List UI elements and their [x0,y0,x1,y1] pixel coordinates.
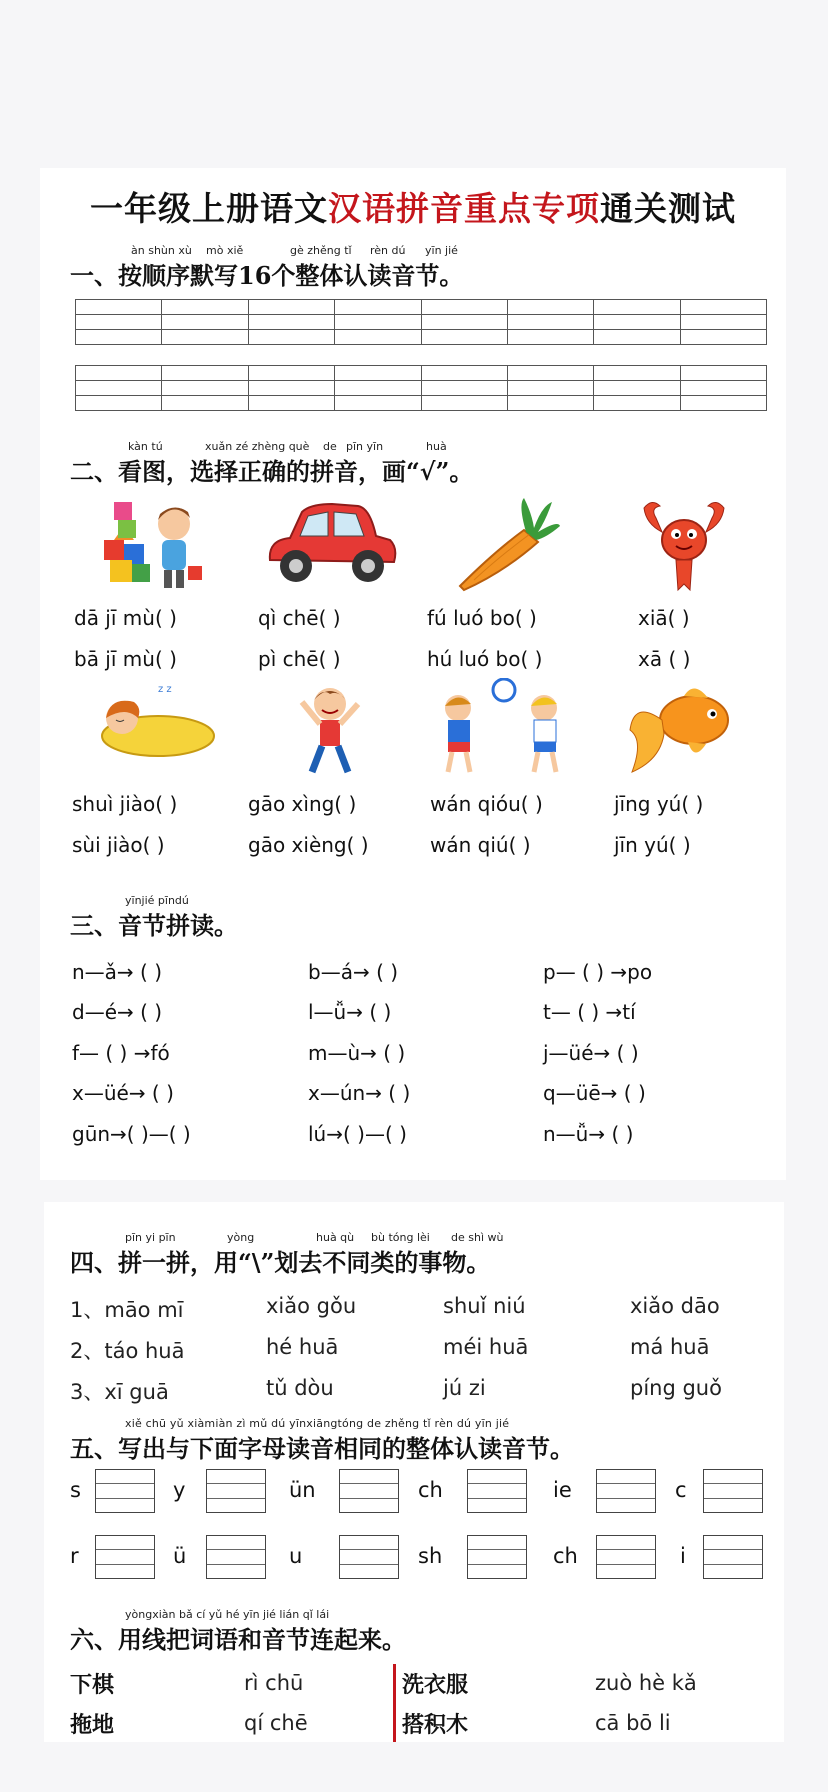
option-r2-a-4[interactable]: jīng yú( ) [614,792,704,816]
letter-r2-5: ch [553,1544,578,1568]
car-picture [262,500,400,592]
option-r2-b-3[interactable]: wán qiú( ) [430,833,531,857]
writing-grid-1[interactable] [75,299,767,345]
spell-item-5-1[interactable]: gūn→( )—( ) [72,1122,191,1146]
answer-box-r1-1[interactable] [95,1469,155,1513]
group-1-item-1[interactable]: 1、māo mī [70,1298,184,1322]
column-divider [393,1664,396,1742]
group-3-item-3[interactable]: jú zi [443,1376,486,1400]
section-6-heading: 六、用线把词语和音节连起来。 [70,1625,406,1654]
s2-pinyin-1: kàn tú [128,440,163,453]
group-2-item-3[interactable]: méi huā [443,1335,529,1359]
answer-box-r1-2[interactable] [206,1469,266,1513]
s5-pinyin: xiě chū yǔ xiàmiàn zì mǔ dú yīnxiāngtóng de zhěng tǐ rèn dú yīn jié [125,1417,510,1430]
s1-pinyin-5: yīn jié [425,244,458,257]
letter-r2-6: i [680,1544,686,1568]
letter-r1-1: s [70,1478,81,1502]
group-2-item-2[interactable]: hé huā [266,1335,339,1359]
answer-box-r2-5[interactable] [596,1535,656,1579]
option-r1-b-3[interactable]: hú luó bo( ) [427,647,543,671]
option-r1-a-3[interactable]: fú luó bo( ) [427,606,537,630]
worksheet-page-2 [44,1202,784,1742]
sleeping-girl-picture [92,678,216,760]
s4-pinyin-4: bù tóng lèi [371,1231,430,1244]
option-r2-b-1[interactable]: sùi jiào( ) [72,833,165,857]
answer-box-r1-6[interactable] [703,1469,763,1513]
group-2-item-1[interactable]: 2、táo huā [70,1339,185,1363]
answer-box-r1-4[interactable] [467,1469,527,1513]
option-r2-b-4[interactable]: jīn yú( ) [614,833,691,857]
word-left-1[interactable]: 下棋 [70,1672,115,1698]
section-2-heading: 二、看图，选择正确的拼音，画“√”。 [70,457,474,486]
syllable-right-1[interactable]: zuò hè kǎ [595,1671,697,1695]
group-3-item-4[interactable]: píng guǒ [630,1376,722,1400]
letter-r1-5: ie [553,1478,572,1502]
letter-r1-2: y [173,1478,186,1502]
s4-pinyin-3: huà qù [316,1231,355,1244]
answer-box-r2-6[interactable] [703,1535,763,1579]
page-title: 一年级上册语文汉语拼音重点专项通关测试 [90,189,736,228]
option-r2-b-2[interactable]: gāo xièng( ) [248,833,369,857]
option-r2-a-2[interactable]: gāo xìng( ) [248,792,357,816]
spell-item-3-2[interactable]: m—ù→ ( ) [308,1041,406,1065]
carrot-picture [454,496,562,594]
s1-pinyin-3: gè zhěng tǐ [290,244,352,257]
s4-pinyin-2: yòng [227,1231,255,1244]
letter-r1-4: ch [418,1478,443,1502]
letter-r1-3: ün [289,1478,316,1502]
group-1-item-4[interactable]: xiǎo dāo [630,1294,720,1318]
syllable-left-1[interactable]: rì chū [244,1671,304,1695]
group-3-item-2[interactable]: tǔ dòu [266,1376,334,1400]
word-left-2[interactable]: 拖地 [70,1712,115,1738]
answer-box-r1-5[interactable] [596,1469,656,1513]
s1-pinyin-1: àn shùn xù [131,244,192,257]
option-r1-a-1[interactable]: dā jī mù( ) [74,606,177,630]
option-r1-a-2[interactable]: qì chē( ) [258,606,341,630]
happy-boy-picture [292,682,368,778]
s4-pinyin-5: de shì wù [451,1231,504,1244]
option-r2-a-1[interactable]: shuì jiào( ) [72,792,178,816]
answer-box-r2-4[interactable] [467,1535,527,1579]
spell-item-3-3[interactable]: j—üé→ ( ) [543,1041,639,1065]
spell-item-1-2[interactable]: b—á→ ( ) [308,960,399,984]
spell-item-2-2[interactable]: l—ǚ→ ( ) [308,1000,392,1024]
word-right-1[interactable]: 洗衣服 [402,1672,469,1698]
section-4-heading: 四、拼一拼，用“\”划去不同类的事物。 [70,1248,491,1277]
crayfish-picture [636,494,732,596]
spell-item-1-1[interactable]: n—ǎ→ ( ) [72,960,163,984]
spell-item-2-3[interactable]: t— ( ) →tí [543,1000,636,1024]
spell-item-4-1[interactable]: x—üé→ ( ) [72,1081,174,1105]
s2-pinyin-2: xuǎn zé zhèng què [205,440,310,453]
section-1-heading: 一、按顺序默写16个整体认读音节。 [70,261,464,290]
letter-r1-6: c [675,1478,687,1502]
spell-item-5-3[interactable]: n—ǚ→ ( ) [543,1122,634,1146]
group-1-item-3[interactable]: shuǐ niú [443,1294,526,1318]
group-3-item-1[interactable]: 3、xī guā [70,1380,169,1404]
spell-item-4-2[interactable]: x—ún→ ( ) [308,1081,411,1105]
word-right-2[interactable]: 搭积木 [402,1712,469,1738]
kids-playing-ball-picture [428,678,578,778]
spell-item-3-1[interactable]: f— ( ) →fó [72,1041,170,1065]
svg-text:z z: z z [158,684,172,695]
answer-box-r2-2[interactable] [206,1535,266,1579]
spell-item-1-3[interactable]: p— ( ) →po [543,960,653,984]
s2-pinyin-4: pīn yīn [346,440,384,453]
letter-r2-4: sh [418,1544,443,1568]
building-blocks-picture [100,496,208,592]
option-r1-b-1[interactable]: bā jī mù( ) [74,647,177,671]
option-r1-b-2[interactable]: pì chē( ) [258,647,341,671]
s6-pinyin: yòngxiàn bǎ cí yǔ hé yīn jié lián qǐ lái [125,1608,330,1621]
goldfish-picture [624,680,744,780]
letter-r2-1: r [70,1544,79,1568]
s1-pinyin-2: mò xiě [206,244,244,257]
s3-pinyin: yīnjié pīndú [125,894,189,907]
spell-item-4-3[interactable]: q—üē→ ( ) [543,1081,646,1105]
syllable-right-2[interactable]: cā bō li [595,1711,671,1735]
option-r1-b-4[interactable]: xā ( ) [638,647,691,671]
option-r2-a-3[interactable]: wán qióu( ) [430,792,543,816]
s1-pinyin-4: rèn dú [370,244,406,257]
answer-box-r2-3[interactable] [339,1535,399,1579]
spell-item-2-1[interactable]: d—é→ ( ) [72,1000,163,1024]
answer-box-r1-3[interactable] [339,1469,399,1513]
letter-r2-2: ü [173,1544,187,1568]
s4-pinyin-1: pīn yi pīn [125,1231,176,1244]
section-5-heading: 五、写出与下面字母读音相同的整体认读音节。 [70,1434,574,1463]
group-2-item-4[interactable]: má huā [630,1335,710,1359]
option-r1-a-4[interactable]: xiā( ) [638,606,690,630]
syllable-left-2[interactable]: qí chē [244,1711,308,1735]
writing-grid-2[interactable] [75,365,767,411]
group-1-item-2[interactable]: xiǎo gǒu [266,1294,357,1318]
spell-item-5-2[interactable]: lú→( )—( ) [308,1122,407,1146]
section-3-heading: 三、音节拼读。 [70,911,238,940]
s2-pinyin-3: de [323,440,337,453]
answer-box-r2-1[interactable] [95,1535,155,1579]
letter-r2-3: u [289,1544,303,1568]
s2-pinyin-5: huà [426,440,447,453]
